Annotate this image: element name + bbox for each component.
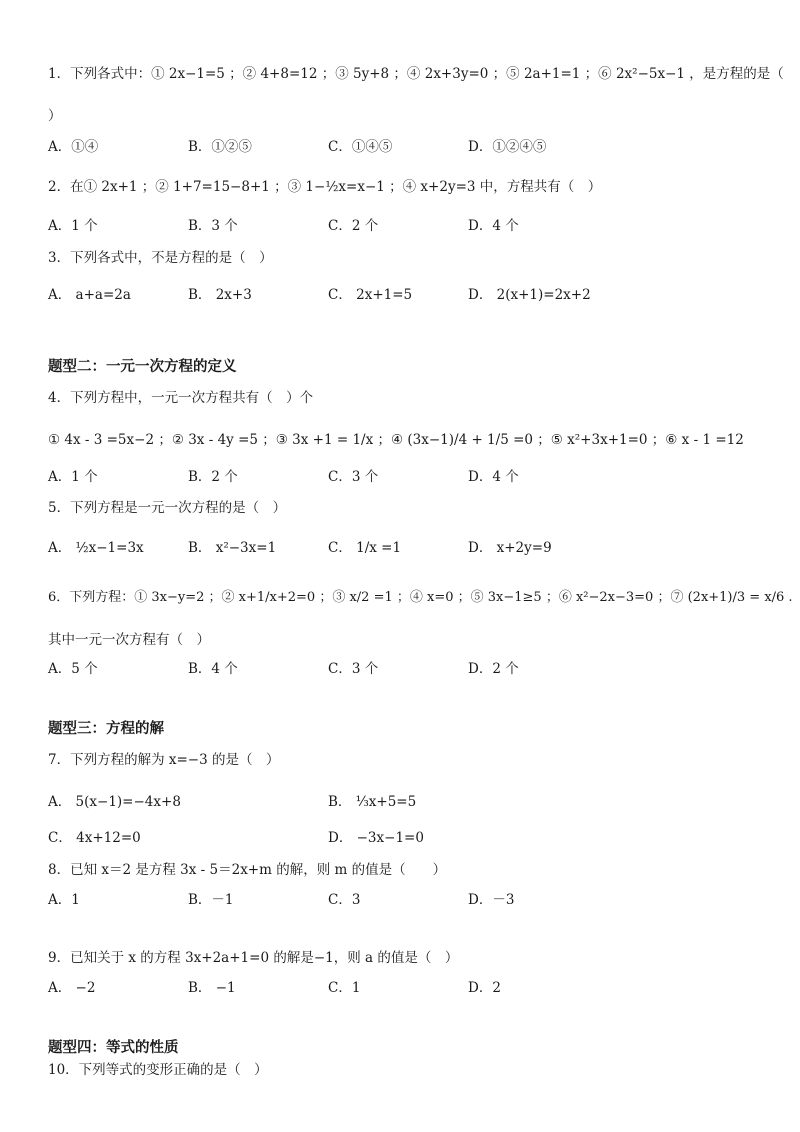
q3-option-a[interactable]: A． a+a=2a <box>48 287 131 303</box>
q7-option-b[interactable]: B． ⅓x+5=5 <box>328 794 417 810</box>
q6-option-c[interactable]: C．3 个 <box>328 661 379 677</box>
q4-items: ① 4x - 3 =5x−2 ；② 3x - 4y =5 ；③ 3x +1 = 1/x ；④ (3x−1)/4 + 1/5 =0 ；⑤ x²+3x+1=0 ；⑥ x - 1 =12 <box>48 432 744 448</box>
q2-option-b[interactable]: B．3 个 <box>188 218 238 234</box>
q8-option-b[interactable]: B．－1 <box>188 892 234 908</box>
q5-stem: 5．下列方程是一元一次方程的是（ ） <box>48 500 287 516</box>
section-heading-2: 题型二：一元一次方程的定义 <box>48 359 237 375</box>
q2-option-c[interactable]: C．2 个 <box>328 218 379 234</box>
q5-option-d[interactable]: D． x+2y=9 <box>468 540 552 556</box>
q9-option-c[interactable]: C．1 <box>328 980 361 996</box>
q2-option-d[interactable]: D．4 个 <box>468 218 519 234</box>
q2-stem: 2．在① 2x+1 ；② 1+7=15−8+1 ；③ 1−½x=x−1 ；④ x+2y=3 中，方程共有（ ） <box>48 179 602 195</box>
q6-option-b[interactable]: B．4 个 <box>188 661 238 677</box>
q8-stem: 8．已知 x＝2 是方程 3x - 5＝2x+m 的解，则 m 的值是（ ） <box>48 862 447 878</box>
q2-option-a[interactable]: A．1 个 <box>48 218 98 234</box>
q4-option-c[interactable]: C．3 个 <box>328 469 379 485</box>
section-heading-4: 题型四：等式的性质 <box>48 1040 179 1056</box>
q9-stem: 9．已知关于 x 的方程 3x+2a+1=0 的解是−1，则 a 的值是（ ） <box>48 950 459 966</box>
q1-option-d[interactable]: D．①②④⑤ <box>468 139 547 155</box>
q3-option-d[interactable]: D． 2(x+1)=2x+2 <box>468 287 591 303</box>
q5-option-b[interactable]: B． x²−3x=1 <box>188 540 277 556</box>
q3-option-b[interactable]: B． 2x+3 <box>188 287 252 303</box>
q10-stem: 10．下列等式的变形正确的是（ ） <box>48 1062 268 1078</box>
q1-stem: 1．下列各式中：① 2x−1=5 ；② 4+8=12 ；③ 5y+8 ；④ 2x+3y=0 ；⑤ 2a+1=1 ；⑥ 2x²−5x−1 ，是方程的是（ <box>48 66 784 82</box>
q7-option-c[interactable]: C． 4x+12=0 <box>48 830 141 846</box>
q7-option-d[interactable]: D． −3x−1=0 <box>328 830 424 846</box>
q3-option-c[interactable]: C． 2x+1=5 <box>328 287 413 303</box>
q1-option-a[interactable]: A．①④ <box>48 139 99 155</box>
q9-option-d[interactable]: D．2 <box>468 980 501 996</box>
q5-option-c[interactable]: C． 1/x =1 <box>328 540 402 556</box>
q8-option-c[interactable]: C．3 <box>328 892 361 908</box>
q6-option-d[interactable]: D．2 个 <box>468 661 519 677</box>
section-heading-3: 题型三：方程的解 <box>48 721 164 737</box>
q3-stem: 3．下列各式中，不是方程的是（ ） <box>48 250 273 266</box>
q4-stem: 4．下列方程中，一元一次方程共有（ ）个 <box>48 390 314 406</box>
q7-stem: 7．下列方程的解为 x=−3 的是（ ） <box>48 752 280 768</box>
q8-option-a[interactable]: A．1 <box>48 892 80 908</box>
q4-option-b[interactable]: B．2 个 <box>188 469 238 485</box>
q4-option-d[interactable]: D．4 个 <box>468 469 519 485</box>
q1-stem-cont: ） <box>48 108 62 124</box>
q4-option-a[interactable]: A．1 个 <box>48 469 98 485</box>
q5-option-a[interactable]: A． ½x−1=3x <box>48 540 144 556</box>
q8-option-d[interactable]: D．－3 <box>468 892 515 908</box>
q9-option-b[interactable]: B． −1 <box>188 980 236 996</box>
q1-option-b[interactable]: B．①②⑤ <box>188 139 252 155</box>
q6-stem-2: 其中一元一次方程有（ ） <box>48 632 210 648</box>
q6-stem: 6．下列方程：① 3x−y=2 ；② x+1/x+2=0 ；③ x/2 =1 ；④ x=0 ；⑤ 3x−1≥5 ；⑥ x²−2x−3=0 ；⑦ (2x+1)/3 = x/6 . <box>48 590 793 605</box>
q9-option-a[interactable]: A． −2 <box>48 980 96 996</box>
q7-option-a[interactable]: A． 5(x−1)=−4x+8 <box>48 794 181 810</box>
q1-option-c[interactable]: C．①④⑤ <box>328 139 393 155</box>
q6-option-a[interactable]: A．5 个 <box>48 661 98 677</box>
